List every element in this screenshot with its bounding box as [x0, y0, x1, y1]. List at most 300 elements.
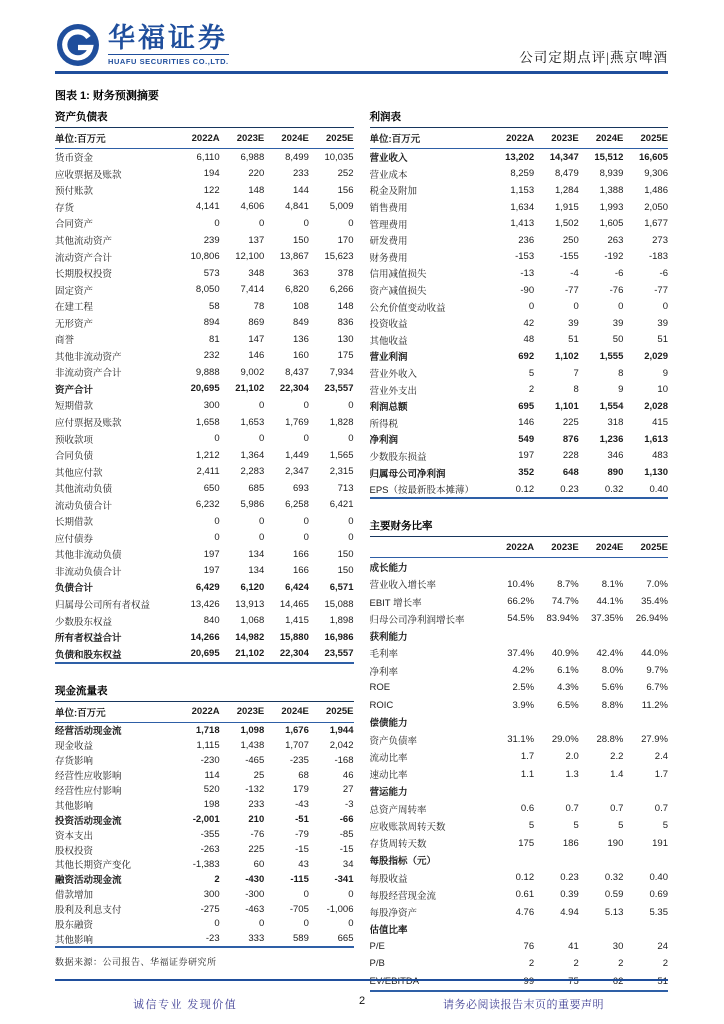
- brand-name-en: HUAFU SECURITIES CO.,LTD.: [108, 54, 229, 66]
- cell-value: 7,414: [240, 284, 265, 296]
- cell-value: 42: [523, 317, 535, 329]
- table-row: [370, 748, 669, 765]
- table-row: [370, 852, 669, 869]
- cell-value: 16,605: [638, 151, 668, 163]
- cell-value: 15,088: [324, 598, 354, 610]
- income-statement-table: [370, 107, 669, 499]
- row-label: 毛利率: [369, 649, 399, 661]
- cell-value: 5: [528, 820, 535, 832]
- table-row: [55, 563, 354, 580]
- cell-value: 22,304: [279, 383, 309, 395]
- cell-value: 1,944: [329, 724, 354, 736]
- table-row: [55, 232, 354, 249]
- cell-value: 840: [203, 615, 220, 627]
- cell-value: 1,554: [599, 400, 624, 412]
- cell-value: 1,605: [599, 218, 624, 230]
- cell-value: 2: [618, 958, 624, 970]
- year-header: 2024E: [595, 132, 624, 144]
- table-row: [370, 348, 669, 365]
- table-row: [370, 232, 669, 249]
- cell-value: 0: [258, 918, 265, 930]
- row-label: 长期借款: [55, 517, 94, 529]
- row-label: 应付债券: [55, 533, 94, 545]
- cell-value: 0.69: [649, 889, 668, 901]
- table-row: [370, 215, 669, 232]
- row-label: 少数股东权益: [55, 616, 113, 628]
- cell-value: -115: [290, 873, 309, 885]
- table-row: [370, 714, 669, 731]
- cell-value: 263: [607, 234, 624, 246]
- cell-value: 1,555: [599, 350, 624, 362]
- cell-value: 0.12: [515, 872, 535, 884]
- cell-value: 114: [204, 769, 220, 781]
- year-header: 2025E: [326, 132, 354, 144]
- table-row: [55, 797, 354, 812]
- cell-value: -77: [565, 284, 579, 296]
- row-label: 总资产周转率: [369, 804, 427, 816]
- table-row: [55, 364, 354, 381]
- table-row: [55, 463, 354, 480]
- cell-value: 186: [562, 837, 579, 849]
- cell-value: 122: [203, 184, 220, 196]
- row-label: 长期股权投资: [55, 269, 113, 281]
- cell-value: 13,867: [279, 251, 309, 263]
- table-row: [370, 593, 669, 610]
- cell-value: 166: [293, 548, 309, 560]
- cell-value: 0.7: [654, 803, 668, 815]
- row-label: 管理费用: [369, 219, 408, 231]
- cell-value: 1,658: [195, 416, 220, 428]
- cell-value: 0.23: [560, 872, 579, 884]
- row-label: 估值比率: [369, 925, 408, 937]
- row-label: 偿债能力: [369, 718, 408, 730]
- row-label: 所有者权益合计: [55, 633, 122, 645]
- row-label: 预收款项: [55, 434, 94, 446]
- cell-value: 5: [528, 367, 535, 379]
- table-row: [55, 723, 354, 738]
- table-row: [370, 645, 669, 662]
- cell-value: 693: [293, 482, 309, 494]
- cell-value: 148: [248, 184, 265, 196]
- cell-value: 6,232: [195, 499, 220, 511]
- row-label: 合同资产: [55, 219, 94, 231]
- row-label: P/E: [369, 941, 385, 953]
- table-row: [55, 579, 354, 596]
- year-header: 2024E: [281, 706, 309, 718]
- cell-value: 1,068: [240, 615, 265, 627]
- row-label: 每股收益: [369, 873, 408, 885]
- cell-value: -1,006: [326, 903, 354, 915]
- row-label: 投资收益: [369, 319, 408, 331]
- cell-value: 10: [657, 384, 668, 396]
- cell-value: 68: [298, 769, 309, 781]
- cell-value: 1,130: [644, 467, 668, 479]
- cell-value: 35.4%: [641, 596, 668, 608]
- row-label: 税金及附加: [369, 186, 418, 198]
- cell-value: 8,050: [195, 284, 220, 296]
- cell-value: -183: [648, 251, 668, 263]
- cell-value: 60: [253, 858, 265, 870]
- cell-value: 0: [348, 399, 354, 411]
- cell-value: 170: [337, 234, 354, 246]
- row-label: 其他收益: [369, 335, 408, 347]
- cell-value: 6.7%: [646, 682, 668, 694]
- cell-value: 1,415: [285, 615, 309, 627]
- cell-value: -23: [205, 933, 220, 945]
- row-label: 资本支出: [55, 830, 94, 842]
- row-label: 现金收益: [55, 741, 94, 753]
- row-label: 非流动资产合计: [55, 368, 122, 380]
- cell-value: 12,100: [235, 251, 265, 263]
- row-label: 存货周转天数: [369, 839, 427, 851]
- row-label: 经营性应收影响: [55, 771, 122, 783]
- cell-value: 10.4%: [507, 578, 535, 590]
- cell-value: 23,557: [324, 648, 354, 660]
- balance-sheet-body: [55, 128, 354, 664]
- ratios-body: [370, 537, 669, 991]
- cell-value: 30: [612, 941, 624, 953]
- table-row: [370, 972, 669, 989]
- cell-value: -79: [295, 829, 309, 841]
- cell-value: 148: [337, 300, 354, 312]
- cell-value: -300: [245, 888, 265, 900]
- cell-value: -76: [609, 284, 624, 296]
- cell-value: -168: [334, 754, 354, 766]
- row-label: 每股净资产: [369, 908, 418, 920]
- cell-value: 44.1%: [596, 596, 624, 608]
- cell-value: 191: [652, 837, 668, 849]
- year-header: 2022A: [191, 132, 220, 144]
- cell-value: 252: [337, 168, 354, 180]
- table-row: [370, 921, 669, 938]
- cell-value: 8,437: [285, 366, 309, 378]
- cell-value: 2.0: [565, 751, 579, 763]
- table-row: [370, 903, 669, 920]
- row-label: 其他影响: [55, 800, 94, 812]
- row-label: 营运能力: [369, 787, 408, 799]
- year-header: 2023E: [551, 541, 579, 553]
- row-label: 营业收入: [369, 153, 408, 165]
- cell-value: 0.6: [520, 803, 535, 815]
- cell-value: 37.35%: [591, 613, 624, 625]
- cell-value: 4,141: [195, 201, 220, 213]
- cell-value: 5: [618, 820, 624, 832]
- cell-value: 1,284: [554, 184, 579, 196]
- cell-value: 0: [258, 399, 265, 411]
- cell-value: -90: [520, 284, 535, 296]
- cell-value: 2,347: [285, 466, 309, 478]
- cell-value: 179: [293, 784, 309, 796]
- cell-value: 0: [303, 532, 309, 544]
- row-label: P/B: [369, 958, 385, 970]
- cell-value: -465: [245, 754, 265, 766]
- income-statement-body: [370, 128, 669, 499]
- cell-value: 48: [523, 334, 535, 346]
- cell-value: 15,512: [594, 151, 624, 163]
- cell-value: 0: [258, 532, 265, 544]
- cell-value: 0: [258, 515, 265, 527]
- cell-value: 83.94%: [546, 613, 579, 625]
- cell-value: 4.2%: [512, 665, 535, 677]
- cell-value: 220: [248, 168, 265, 180]
- table-row: [370, 249, 669, 266]
- cell-value: 0: [214, 532, 220, 544]
- cell-value: 108: [293, 300, 309, 312]
- cell-value: 692: [518, 350, 535, 362]
- cell-value: 0: [618, 301, 624, 313]
- table-row: [55, 872, 354, 887]
- row-label: 投资活动现金流: [55, 815, 122, 827]
- cell-value: 44.0%: [641, 647, 668, 659]
- cell-value: 352: [518, 467, 535, 479]
- table-row: [55, 348, 354, 365]
- table-row: [370, 955, 669, 972]
- ratios-table: [370, 516, 669, 991]
- row-label: EPS（按最新股本摊薄）: [369, 485, 475, 497]
- cell-value: -66: [339, 814, 354, 826]
- cell-value: 0: [348, 433, 354, 445]
- row-label: 经营活动现金流: [55, 726, 122, 738]
- table-row: [55, 596, 354, 613]
- row-label: 负债和股东权益: [55, 649, 122, 661]
- row-label: 销售费用: [369, 203, 408, 215]
- cell-value: -463: [245, 903, 265, 915]
- cell-value: 194: [203, 168, 220, 180]
- cell-value: 7: [573, 367, 579, 379]
- row-label: 净利率: [369, 666, 399, 678]
- cell-value: 13,202: [505, 151, 535, 163]
- cell-value: 346: [607, 450, 624, 462]
- table-row: [55, 917, 354, 932]
- cell-value: -3: [345, 799, 354, 811]
- row-label: ROIC: [369, 699, 394, 711]
- cell-value: 0: [303, 888, 309, 900]
- cell-value: 5: [573, 820, 579, 832]
- cell-value: -1,383: [192, 858, 220, 870]
- table-row: [55, 248, 354, 265]
- cell-value: -355: [200, 829, 220, 841]
- table-row: [55, 546, 354, 563]
- cell-value: -192: [604, 251, 624, 263]
- table-row: [370, 315, 669, 332]
- cell-value: -15: [339, 844, 354, 856]
- cell-value: 39: [612, 317, 624, 329]
- row-label: EV/EBITDA: [369, 975, 420, 987]
- footer-slogan: 诚信专业 发现价值: [133, 999, 238, 1011]
- table-row: [370, 817, 669, 834]
- cell-value: 6,424: [285, 581, 309, 593]
- row-label: 速动比率: [369, 770, 408, 782]
- row-label: 融资活动现金流: [55, 875, 122, 887]
- table-row: [55, 397, 354, 414]
- cell-value: 483: [652, 450, 668, 462]
- cell-value: 1,153: [510, 184, 535, 196]
- cell-value: 1.4: [610, 768, 624, 780]
- cell-value: -77: [654, 284, 668, 296]
- cell-value: 0: [348, 515, 354, 527]
- cell-value: 4.76: [515, 906, 535, 918]
- cell-value: 0: [348, 532, 354, 544]
- cell-value: 0: [528, 301, 535, 313]
- cell-value: 25: [253, 769, 265, 781]
- row-label: 成长能力: [369, 563, 408, 575]
- year-header: 2025E: [640, 132, 668, 144]
- cell-value: 8,939: [599, 168, 624, 180]
- cell-value: 1,449: [285, 449, 309, 461]
- cell-value: 1.7: [520, 751, 535, 763]
- table-row: [370, 199, 669, 216]
- cell-value: 62: [612, 975, 624, 987]
- cell-value: 2,028: [644, 400, 668, 412]
- cell-value: 50: [612, 334, 624, 346]
- row-label: 股东融资: [55, 919, 94, 931]
- page-number: 2: [358, 995, 366, 1007]
- row-label: 货币资金: [55, 153, 94, 165]
- cell-value: 46: [342, 769, 354, 781]
- cell-value: 713: [337, 482, 354, 494]
- cell-value: 648: [562, 467, 579, 479]
- row-label: 其他非流动资产: [55, 351, 122, 363]
- cell-value: 6,421: [329, 499, 354, 511]
- row-label: 流动负债合计: [55, 500, 113, 512]
- cell-value: 6,110: [196, 151, 220, 163]
- cell-value: 0.12: [515, 483, 535, 495]
- row-label: 非流动负债合计: [55, 566, 122, 578]
- cell-value: 15,880: [279, 631, 309, 643]
- cell-value: 5: [662, 820, 668, 832]
- cell-value: 6,429: [195, 581, 220, 593]
- cell-value: 1,101: [554, 400, 579, 412]
- cell-value: 15,623: [324, 251, 354, 263]
- cell-value: 21,102: [235, 383, 265, 395]
- brand-name-cn: 华福证券: [108, 23, 228, 54]
- cell-value: 0: [348, 217, 354, 229]
- row-label: 少数股东损益: [369, 451, 427, 463]
- cell-value: 1,212: [195, 449, 220, 461]
- table-row: [370, 731, 669, 748]
- cell-value: 6,258: [285, 499, 309, 511]
- cell-value: 42.4%: [596, 647, 624, 659]
- cell-value: 228: [562, 450, 579, 462]
- table-row: [55, 768, 354, 783]
- cell-value: 81: [209, 333, 220, 345]
- cell-value: 8.1%: [601, 578, 624, 590]
- table-row: [370, 696, 669, 713]
- table-row: [55, 887, 354, 902]
- cell-value: 2.2: [610, 751, 624, 763]
- row-label: 流动比率: [369, 752, 408, 764]
- cell-value: 150: [293, 234, 309, 246]
- cell-value: 1,613: [644, 433, 668, 445]
- row-label: 获利能力: [369, 632, 408, 644]
- table-row: [55, 753, 354, 768]
- cell-value: 0: [258, 433, 265, 445]
- cell-value: 197: [203, 565, 220, 577]
- cell-value: 5.6%: [601, 682, 624, 694]
- cell-value: -85: [339, 829, 354, 841]
- cell-value: 166: [293, 565, 309, 577]
- cell-value: 10,806: [190, 251, 220, 263]
- row-label: 营业利润: [369, 352, 408, 364]
- cell-value: 0: [214, 918, 220, 930]
- row-label: 合同负债: [55, 451, 94, 463]
- row-label: 短期借款: [55, 401, 94, 413]
- row-label: 应收票据及账款: [55, 169, 122, 181]
- cell-value: 665: [337, 933, 354, 945]
- row-label: 预付账款: [55, 186, 94, 198]
- cell-value: 894: [203, 317, 220, 329]
- cell-value: 9.7%: [646, 665, 668, 677]
- cell-value: 273: [652, 234, 668, 246]
- cell-value: 520: [203, 784, 220, 796]
- cell-value: 197: [203, 548, 220, 560]
- cell-value: 14,347: [549, 151, 579, 163]
- cell-value: 39: [568, 317, 579, 329]
- year-header: 2023E: [551, 132, 579, 144]
- cell-value: 2.4: [654, 751, 668, 763]
- cell-value: 0: [303, 433, 309, 445]
- cell-value: 66.2%: [507, 596, 535, 608]
- huafu-logo: [55, 22, 229, 68]
- table-row: [370, 381, 669, 398]
- table-row: [55, 430, 354, 447]
- cell-value: 1,115: [196, 739, 220, 751]
- cell-value: -76: [250, 829, 265, 841]
- cell-value: 28.8%: [596, 734, 624, 746]
- table-row: [55, 812, 354, 827]
- cell-value: 890: [607, 467, 624, 479]
- cell-value: 348: [248, 267, 265, 279]
- cell-value: 0: [214, 433, 220, 445]
- cell-value: 0: [348, 918, 354, 930]
- cash-flow-title: 现金流量表: [55, 681, 354, 702]
- cell-value: 239: [203, 234, 220, 246]
- table-row: [370, 481, 669, 498]
- cell-value: 0: [303, 399, 309, 411]
- table-row: [370, 765, 669, 782]
- cell-value: 2,050: [644, 201, 668, 213]
- table-row: [370, 662, 669, 679]
- cell-value: 5.35: [649, 906, 668, 918]
- year-header: 2025E: [326, 706, 354, 718]
- cell-value: 2,029: [644, 350, 668, 362]
- cell-value: 1.3: [565, 768, 579, 780]
- cell-value: 0.59: [604, 889, 624, 901]
- cell-value: 1,718: [195, 724, 220, 736]
- table-row: [370, 415, 669, 432]
- cell-value: 233: [248, 799, 265, 811]
- table-row: [370, 938, 669, 955]
- cell-value: 1,098: [240, 724, 265, 736]
- cell-value: 318: [607, 417, 624, 429]
- table-row: [370, 886, 669, 903]
- cell-value: 51: [657, 975, 668, 987]
- table-row: [55, 612, 354, 629]
- cell-value: 1,707: [285, 739, 309, 751]
- row-label: 股权投资: [55, 845, 94, 857]
- row-label: 存货: [55, 202, 75, 214]
- cell-value: 2: [662, 958, 668, 970]
- cell-value: 144: [293, 184, 309, 196]
- cell-value: 1,413: [510, 218, 535, 230]
- cell-value: 16,986: [324, 631, 354, 643]
- table-row: [370, 869, 669, 886]
- cell-value: 415: [652, 417, 668, 429]
- cell-value: 0: [573, 301, 579, 313]
- year-header: 2023E: [236, 132, 265, 144]
- cell-value: 695: [518, 400, 535, 412]
- cell-value: 13,913: [235, 598, 265, 610]
